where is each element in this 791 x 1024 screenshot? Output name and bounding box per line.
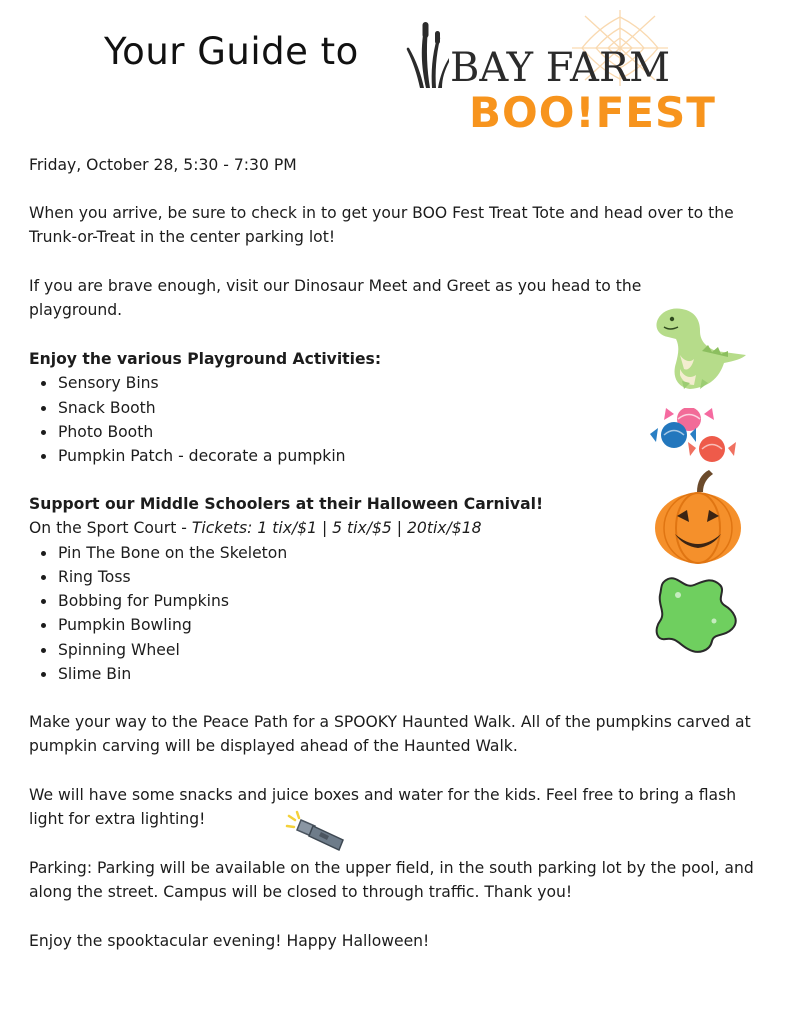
- haunted-walk-block: [29, 710, 769, 759]
- list-item: Slime Bin: [29, 662, 769, 686]
- list-item: Photo Booth: [29, 420, 769, 444]
- list-item: Pin The Bone on the Skeleton: [29, 541, 769, 565]
- event-date: Friday, October 28, 5:30 - 7:30 PM: [29, 156, 297, 174]
- list-item: Pumpkin Bowling: [29, 613, 769, 637]
- slime-icon: [654, 575, 740, 655]
- dinosaur-icon: [650, 305, 750, 393]
- reeds-icon: [404, 22, 450, 88]
- candy-icon: [650, 408, 738, 470]
- flashlight-icon: [285, 810, 349, 854]
- dinosaur-block: [29, 274, 719, 323]
- list-item: Pumpkin Patch - decorate a pumpkin: [29, 444, 769, 468]
- carnival-tickets: Tickets: 1 tix/$1 | 5 tix/$5 | 20tix/$18: [191, 519, 482, 538]
- pumpkin-icon: [653, 470, 743, 565]
- parking-text: Parking: Parking will be available on the upper field, in the south parking lot by the pool, and along the street. Campus will be closed to through traffic. Thank you!: [29, 859, 754, 902]
- bay-farm-boofest-logo: [402, 8, 716, 138]
- carnival-location: On the Sport Court -: [29, 519, 192, 538]
- arrival-block: [29, 201, 769, 250]
- list-item: Snack Booth: [29, 396, 769, 420]
- logo-boofest-text: BOO!FEST: [469, 88, 716, 137]
- list-item: Bobbing for Pumpkins: [29, 589, 769, 613]
- event-date-block: [29, 153, 769, 177]
- list-item: Ring Toss: [29, 565, 769, 589]
- playground-heading: Enjoy the various Playground Activities:: [29, 350, 382, 368]
- snacks-text: We will have some snacks and juice boxes and water for the kids. Feel free to bring a flash light for extra lighting!: [29, 786, 737, 829]
- guide-title: Your Guide to: [104, 30, 359, 73]
- closing-block: [29, 929, 769, 953]
- arrival-text: When you arrive, be sure to check in to get your BOO Fest Treat Tote and head over to the Trunk-or-Treat in the center parking lot!: [29, 204, 734, 247]
- logo-bay-farm-text: BAY FARM: [450, 45, 671, 91]
- list-item: Spinning Wheel: [29, 638, 769, 662]
- closing-text: Enjoy the spooktacular evening! Happy Halloween!: [29, 932, 430, 950]
- carnival-heading: Support our Middle Schoolers at their Halloween Carnival!: [29, 495, 544, 513]
- dinosaur-text: If you are brave enough, visit our Dinosaur Meet and Greet as you head to the playground.: [29, 277, 642, 320]
- list-item: Sensory Bins: [29, 371, 769, 395]
- snacks-block: [29, 783, 769, 832]
- parking-block: [29, 856, 769, 905]
- haunted-walk-text: Make your way to the Peace Path for a SPOOKY Haunted Walk. All of the pumpkins carved at pumpkin carving will be displayed ahead of the Haunted Walk.: [29, 713, 751, 756]
